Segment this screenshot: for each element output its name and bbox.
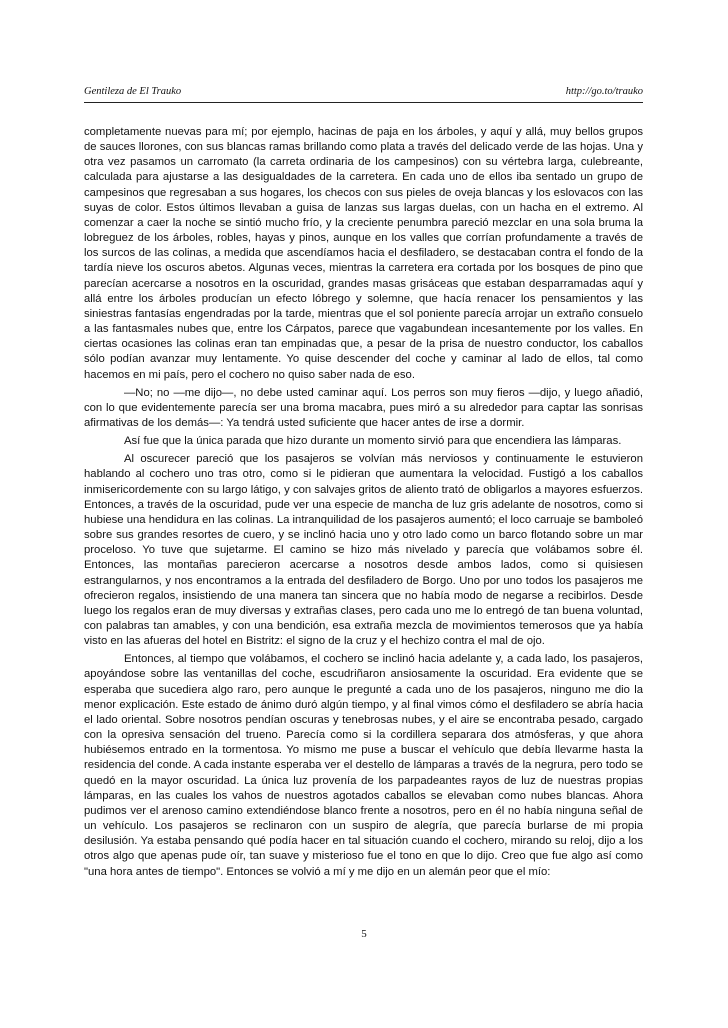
page-header: [84, 80, 643, 103]
page-number: 5: [361, 928, 367, 940]
paragraph: Así fue que la única parada que hizo durante un momento sirvió para que encendiera las lámparas.: [124, 435, 622, 448]
paragraph: —No; no —me dijo—, no debe usted caminar aquí. Los perros son muy fieros —dijo, y luego añadió, con lo que evidentemente parecía ser una broma macabra, pues miró a su alrededor para captar las sonrisas afirmativas de los demás—: Ya tendrá usted suficiente que hacer antes de irse a dormir.: [84, 386, 643, 429]
body-text: [84, 125, 643, 883]
header-source: Gentileza de El Trauko: [84, 86, 182, 97]
paragraph: Al oscurecer pareció que los pasajeros se volvían más nerviosos y continuamente le estuvieron hablando al cochero uno tras otro, como si le pidieran que aumentara la velocidad. Fustigó a los caballos inmisericordemente con su largo látigo, y con salvajes gritos de aliento trató de obligarlos a mayores esfuerzos. Entonces, a través de la oscuridad, pude ver una especie de mancha de luz gris adelante de nosotros, como si hubiese una hendidura en las colinas. La intranquilidad de los pasajeros aumentó; el loco carruaje se bamboleó sobre sus grandes resortes de cuero, y se inclinó hacia uno y otro lado como un barco flotando sobre un mar proceloso. Yo tuve que sujetarme. El camino se hizo más nivelado y parecía que volábamos sobre él. Entonces, las montañas parecieron acercarse a nosotros desde ambos lados, como si quisiesen estrangularnos, y nos encontramos a la entrada del desfiladero de Borgo. Uno por uno todos los pasajeros me ofrecieron regalos, insistiendo de una manera tan sincera que no había modo de negarse a recibirlos. Desde luego los regalos eran de muy diversas y extrañas clases, pero cada uno me lo entregó de tan buena voluntad, con palabras tan amables, y con una bendición, esa extraña mezcla de movimientos temerosos que ya había visto en las afueras del hotel en Bistritz: el signo de la cruz y el hechizo contra el mal de ojo.: [84, 453, 643, 648]
header-url: http://go.to/trauko: [565, 86, 643, 97]
paragraph: completamente nuevas para mí; por ejemplo, hacinas de paja en los árboles, y aquí y allá, muy bellos grupos de sauces llorones, con sus blancas ramas brillando como plata a través del delicado verde de las hojas. Una y otra vez pasamos un carromato (la carreta ordinaria de los campesinos) con su vértebra larga, culebreante, calculada para ajustarse a las desigualdades de la carretera. En cada uno de ellos iba sentado un grupo de campesinos que regresaban a sus hogares, los checos con sus pieles de oveja blancas y los eslovacos con las suyas de color. Estos últimos llevaban a guisa de lanzas sus largas duelas, con un hacha en el extremo. Al comenzar a caer la noche se sintió mucho frío, y la creciente penumbra pareció mezclar en una sola bruma la lobreguez de los árboles, robles, hayas y pinos, aunque en los valles que corrían profundamente a través de los surcos de las colinas, a medida que ascendíamos hacia el desfiladero, se destacaban contra el fondo de la tardía nieve los oscuros abetos. Algunas veces, mientras la carretera era cortada por los bosques de pino que parecían acercarse a nosotros en la oscuridad, grandes masas grisáceas que estaban desparramadas aquí y allá entre los árboles producían un efecto lóbrego y solemne, que hacía renacer los pensamientos y las siniestras fantasías engendradas por la tarde, mientras que el sol poniente parecía arrojar un extraño consuelo a las fantasmales nubes que, entre los Cárpatos, parece que vagabundean incesantemente por los valles. En ciertas ocasiones las colinas eran tan empinadas que, a pesar de la prisa de nuestro conductor, los caballos sólo podían avanzar muy lentamente. Yo quise descender del coche y caminar al lado de ellos, tal como hacemos en mi país, pero el cochero no quiso saber nada de eso.: [84, 126, 643, 381]
paragraph: Entonces, al tiempo que volábamos, el cochero se inclinó hacia adelante y, a cada lado, los pasajeros, apoyándose sobre las ventanillas del coche, escudriñaron ansiosamente la oscuridad. Era evidente que se esperaba que sucediera algo raro, pero aunque le pregunté a cada uno de los pasajeros, ninguno me dio la menor explicación. Este estado de ánimo duró algún tiempo, y al final vimos cómo el desfiladero se abría hacia el lado oriental. Sobre nosotros pendían oscuras y tenebrosas nubes, y el aire se encontraba pesado, cargado con la opresiva sensación del trueno. Parecía como si la cordillera separara dos atmósferas, y que ahora hubiésemos entrado en la tormentosa. Yo mismo me puse a buscar el vehículo que debía llevarme hasta la residencia del conde. A cada instante esperaba ver el destello de lámparas a través de la negrura, pero todo se quedó en la mayor oscuridad. La única luz provenía de los parpadeantes rayos de luz de nuestras propias lámparas, en las cuales los vahos de nuestros agotados caballos se elevaban como nubes blancas. Ahora pudimos ver el arenoso camino extendiéndose blanco frente a nosotros, pero en él no había ninguna señal de un vehículo. Los pasajeros se reclinaron con un suspiro de alegría, que parecía burlarse de mi propia desilusión. Ya estaba pensando qué podía hacer en tal situación cuando el cochero, mirando su reloj, dijo a los otros algo que apenas pude oír, tan suave y misterioso fue el tono en que lo dijo. Creo que fue algo así como "una hora antes de tiempo". Entonces se volvió a mí y me dijo en un alemán peor que el mío:: [84, 653, 643, 878]
